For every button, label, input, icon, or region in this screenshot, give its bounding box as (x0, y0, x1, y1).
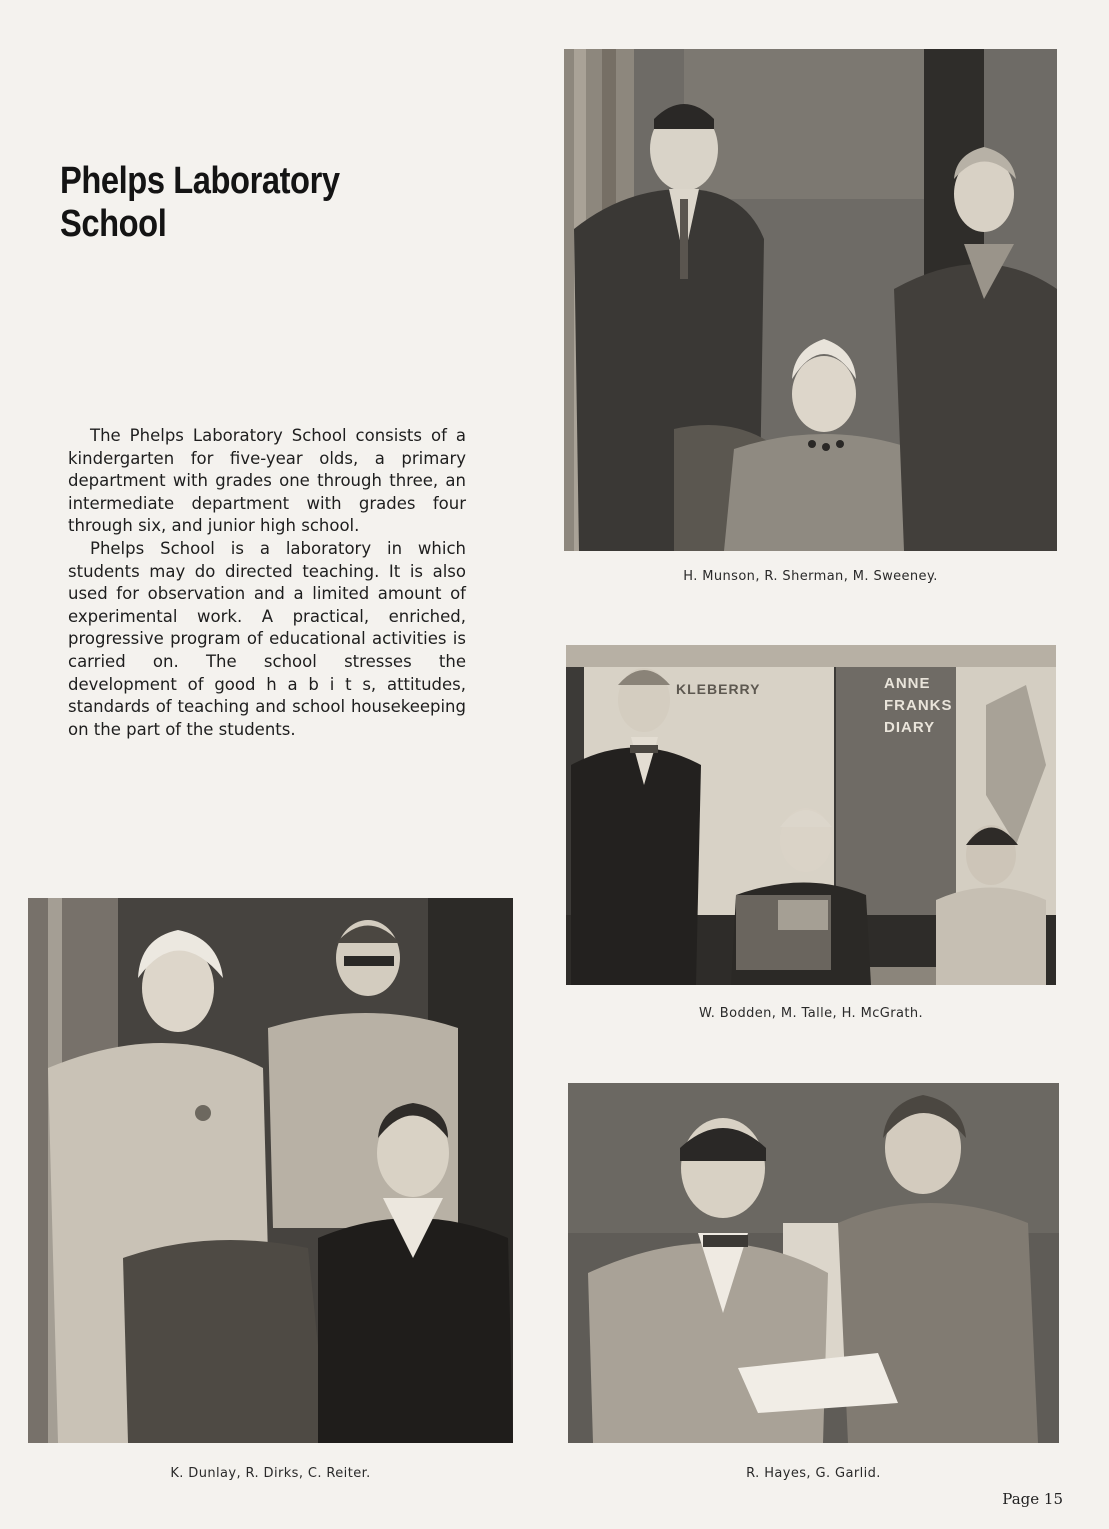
poster-line-3: DIARY (884, 719, 936, 736)
photo-bodden-talle-mcgrath (566, 645, 1056, 985)
poster-anne-franks-diary (884, 673, 954, 739)
board-text: KLEBERRY (676, 681, 761, 697)
paragraph-2: Phelps School is a laboratory in which students may do directed teaching. It is also used for observation and a limited amount of experimental work. A practical, enriched, progressive program of educational activities is carried on. The school stresses the development of good h a b i t s, attitudes, standards of teaching and school housekeeping on the part of the students. (68, 538, 466, 739)
photo-dunlay-dirks-reiter (28, 898, 513, 1443)
caption-photo-1: H. Munson, R. Sherman, M. Sweeney. (683, 569, 938, 584)
page-number: Page 15 (1002, 1490, 1063, 1508)
photo-hayes-garlid (568, 1083, 1059, 1443)
caption-photo-2: W. Bodden, M. Talle, H. McGrath. (698, 1006, 924, 1021)
poster-line-2: FRANKS (884, 697, 953, 714)
photo-munson-sherman-sweeney (564, 49, 1057, 551)
poster-line-1: ANNE (884, 675, 931, 692)
page-title: Phelps Laboratory School (60, 160, 340, 245)
paragraph-1: The Phelps Laboratory School consists of a kindergarten for five-year olds, a primary department with grades one through three, an intermediate department with grades four through six, and junior high school. (68, 426, 466, 536)
caption-photo-4: R. Hayes, G. Garlid. (746, 1466, 881, 1481)
body-text (68, 425, 466, 741)
caption-photo-3: K. Dunlay, R. Dirks, C. Reiter. (170, 1466, 371, 1481)
